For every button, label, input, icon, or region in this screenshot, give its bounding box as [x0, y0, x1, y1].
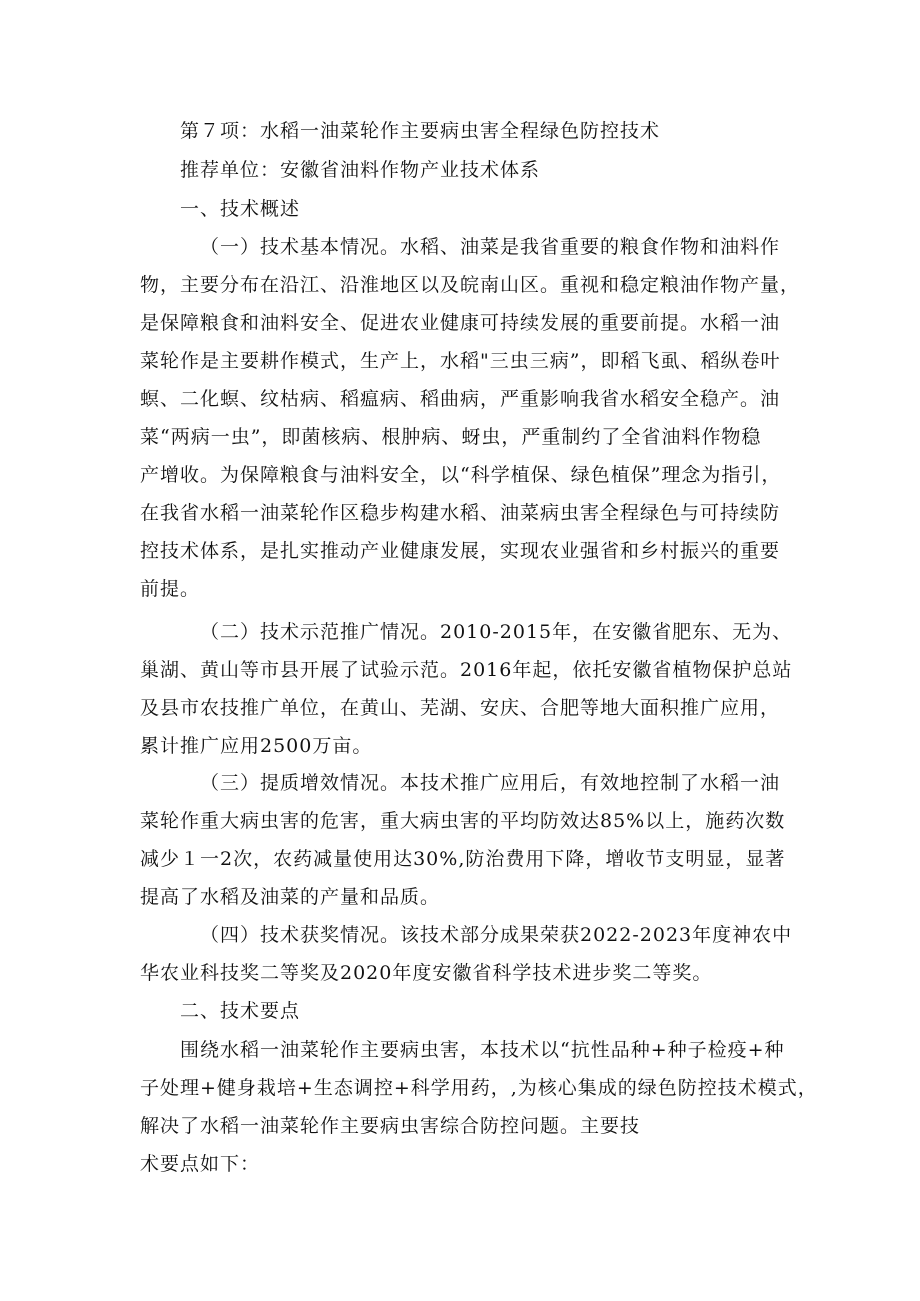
paragraph-line: 菜“两病一虫”，即菌核病、根肿病、蚜虫，严重制约了全省油料作物稳	[140, 426, 762, 448]
paragraph-line: 产增收。为保障粮食与油料安全，以“科学植保、绿色植保”理念为指引，	[140, 464, 782, 486]
paragraph-line: 菜轮作重大病虫害的危害，重大病虫害的平均防效达85%以上，施药次数	[140, 810, 786, 832]
paragraph-line: 在我省水稻一油菜轮作区稳步构建水稻、油菜病虫害全程绿色与可持续防	[140, 502, 781, 524]
paragraph-line: 围绕水稻一油菜轮作主要病虫害，本技术以“抗性品种+种子检疫+种	[180, 1039, 785, 1061]
paragraph-line: 解决了水稻一油菜轮作主要病虫害综合防控问题。主要技	[140, 1115, 641, 1137]
paragraph-line: （二）技术示范推广情况。2010-2015年，在安徽省肥东、无为、	[200, 621, 793, 643]
paragraph-line: 累计推广应用2500万亩。	[140, 735, 373, 757]
section-heading-overview: 一、技术概述	[180, 198, 301, 220]
paragraph-line: 菜轮作是主要耕作模式，生产上，水稻"三虫三病”，即稻飞虱、稻纵卷叶	[140, 350, 781, 372]
section-heading-key-points: 二、技术要点	[180, 1000, 301, 1022]
recommender-unit: 推荐单位：安徽省油料作物产业技术体系	[180, 159, 541, 181]
paragraph-line: （三）提质增效情况。本技术推广应用后，有效地控制了水稻一油	[200, 772, 781, 794]
paragraph-line: 控技术体系，是扎实推动产业健康发展，实现农业强省和乡村振兴的重要	[140, 540, 781, 562]
paragraph-line: 前提。	[140, 578, 201, 600]
paragraph-line: （一）技术基本情况。水稻、油菜是我省重要的粮食作物和油料作	[200, 236, 781, 258]
document-title: 第７项：水稻一油菜轮作主要病虫害全程绿色防控技术	[180, 120, 661, 142]
paragraph-line: （四）技术获奖情况。该技术部分成果荣获2022-2023年度神农中	[200, 924, 793, 946]
paragraph-line: 子处理+健身栽培+生态调控+科学用药，,为核心集成的绿色防控技术模式，	[140, 1077, 818, 1099]
paragraph-line: 提高了水稻及油菜的产量和品质。	[140, 886, 441, 908]
paragraph-line: 是保障粮食和油料安全、促进农业健康可持续发展的重要前提。水稻一油	[140, 312, 781, 334]
paragraph-line: 及县市农技推广单位，在黄山、芜湖、安庆、合肥等地大面积推广应用，	[140, 697, 781, 719]
paragraph-line: 华农业科技奖二等奖及2020年度安徽省科学技术进步奖二等奖。	[140, 962, 713, 984]
paragraph-line: 物，主要分布在沿江、沿淮地区以及皖南山区。重视和稳定粮油作物产量，	[140, 274, 801, 296]
paragraph-line: 术要点如下：	[140, 1153, 261, 1175]
paragraph-line: 螟、二化螟、纹枯病、稻瘟病、稻曲病，严重影响我省水稻安全稳产。油	[140, 388, 781, 410]
paragraph-line: 减少１一2次，农药减量使用达30%,防治费用下降，增收节支明显，显著	[140, 848, 786, 870]
paragraph-line: 巢湖、黄山等市县开展了试验示范。2016年起，依托安徽省植物保护总站	[140, 659, 793, 681]
